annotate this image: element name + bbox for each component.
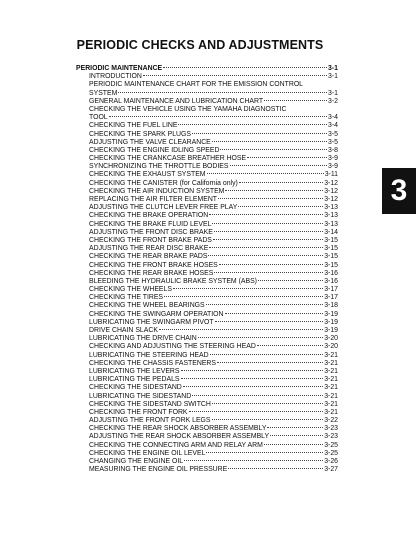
toc-entry[interactable] xyxy=(76,270,338,278)
leader-dots xyxy=(143,75,327,76)
toc-entry-page: 3-15 xyxy=(324,261,338,269)
toc-entry-page: 3-21 xyxy=(324,384,338,392)
toc-entry-text: CHECKING THE AIR INDUCTION SYSTEM xyxy=(89,187,225,195)
toc-entry[interactable] xyxy=(76,155,338,163)
toc-entry-page: 3-14 xyxy=(324,228,338,236)
toc-entry-text: CHECKING THE CANISTER (for California only) xyxy=(89,179,238,187)
toc-entry-text: DRIVE CHAIN SLACK xyxy=(89,327,158,334)
toc-entry[interactable] xyxy=(76,335,338,343)
toc-entry[interactable] xyxy=(76,114,338,122)
toc-entry-page: 3-1 xyxy=(328,89,338,97)
toc-entry-page: 3-17 xyxy=(324,294,338,302)
toc-entry-text: INTRODUCTION xyxy=(89,73,142,81)
toc-entry[interactable] xyxy=(76,466,338,474)
leader-dots xyxy=(228,468,323,469)
toc-entry-page: 3-25 xyxy=(324,441,338,449)
leader-dots xyxy=(225,190,323,191)
toc-entry[interactable] xyxy=(76,393,338,401)
toc-entry-page: 3-21 xyxy=(324,367,338,375)
leader-dots xyxy=(212,419,324,420)
toc-entry-text: LUBRICATING THE PEDALS xyxy=(89,376,180,384)
toc-entry-page: 3-4 xyxy=(328,114,338,122)
toc-entry-page: 3-21 xyxy=(324,400,338,408)
leader-dots xyxy=(267,427,323,428)
leader-dots xyxy=(264,100,327,101)
toc-entry-page: 3-13 xyxy=(324,220,338,228)
toc-entry-text: BLEEDING THE HYDRAULIC BRAKE SYSTEM (ABS) xyxy=(89,277,257,285)
toc-entry-page: 3-20 xyxy=(324,335,338,343)
toc-entry-page: 3-21 xyxy=(324,392,338,400)
leader-dots xyxy=(181,378,324,379)
toc-entry-text: CHANGING THE ENGINE OIL xyxy=(89,458,184,465)
toc-entry[interactable] xyxy=(76,180,338,188)
toc-entry-text: CHECKING THE REAR BRAKE PADS xyxy=(89,253,208,261)
toc-entry[interactable] xyxy=(76,81,338,89)
toc-entry[interactable] xyxy=(76,237,338,245)
toc-entry-text: CHECKING THE EXHAUST SYSTEM xyxy=(89,171,206,179)
toc-entry-page: 3-21 xyxy=(324,359,338,367)
leader-dots xyxy=(214,272,323,273)
toc-entry-page: 3-19 xyxy=(324,327,338,334)
toc-entry-text: SYSTEM xyxy=(89,89,118,97)
leader-dots xyxy=(207,173,324,174)
toc-entry-page: 3-12 xyxy=(324,187,338,195)
toc-entry-page: 3-11 xyxy=(324,171,338,179)
leader-dots xyxy=(238,206,323,207)
toc-entry-text: MEASURING THE ENGINE OIL PRESSURE xyxy=(89,466,228,474)
toc-entry-text: CHECKING THE BRAKE FLUID LEVEL xyxy=(89,220,212,228)
toc-entry-page: 3-23 xyxy=(324,425,338,433)
leader-dots xyxy=(183,386,323,387)
toc-entry-text: CHECKING THE FRONT BRAKE PADS xyxy=(89,236,212,244)
leader-dots xyxy=(230,165,328,166)
toc-entry[interactable] xyxy=(76,450,338,458)
toc-entry[interactable] xyxy=(76,245,338,253)
leader-dots xyxy=(192,133,327,134)
toc-entry[interactable] xyxy=(76,212,338,220)
leader-dots xyxy=(225,313,324,314)
leader-dots xyxy=(198,337,323,338)
toc-entry-text: REPLACING THE AIR FILTER ELEMENT xyxy=(89,196,218,203)
toc-entry-page: 3-27 xyxy=(324,466,338,474)
toc-entry[interactable] xyxy=(76,90,338,98)
toc-entry-page: 3-16 xyxy=(324,269,338,277)
toc-entry-text: GENERAL MAINTENANCE AND LUBRICATION CHART xyxy=(89,97,264,105)
toc-entry[interactable] xyxy=(76,401,338,409)
toc-heading-page: 3-1 xyxy=(328,65,338,72)
leader-dots xyxy=(206,304,324,305)
leader-dots xyxy=(159,329,323,330)
page-title: PERIODIC CHECKS AND ADJUSTMENTS xyxy=(76,38,324,52)
toc-entry-text: CHECKING THE WHEEL BEARINGS xyxy=(89,302,205,310)
toc-heading-row[interactable] xyxy=(76,65,338,73)
toc-entry-text: CHECKING THE CONNECTING ARM AND RELAY ARM xyxy=(89,441,263,449)
toc-entry[interactable] xyxy=(76,442,338,450)
toc-entry-text: CHECKING AND ADJUSTING THE STEERING HEAD xyxy=(89,343,256,351)
toc-entry-page: 3-25 xyxy=(324,449,338,457)
toc-entry-page: 3-15 xyxy=(324,253,338,261)
toc-entry-page: 3-26 xyxy=(324,458,338,465)
toc-entry-page: 3-21 xyxy=(324,351,338,359)
toc-entry-page: 3-21 xyxy=(324,376,338,384)
toc-entry-text: PERIODIC MAINTENANCE CHART FOR THE EMISSION CONTROL xyxy=(89,81,304,89)
toc-entry[interactable] xyxy=(76,425,338,433)
toc-entry[interactable] xyxy=(76,171,338,179)
toc-entry-text: CHECKING THE ENGINE IDLING SPEED xyxy=(89,146,220,154)
leader-dots xyxy=(220,149,327,150)
leader-dots xyxy=(109,116,327,117)
toc-entry-page: 3-9 xyxy=(328,163,338,171)
leader-dots xyxy=(217,362,323,363)
toc-entry[interactable] xyxy=(76,327,338,335)
toc-entry-text: ADJUSTING THE REAR DISC BRAKE xyxy=(89,245,209,253)
toc-entry-text: CHECKING THE BRAKE OPERATION xyxy=(89,212,209,220)
toc-entry-text: CHECKING THE WHEELS xyxy=(89,286,172,294)
toc-entry[interactable] xyxy=(76,302,338,310)
toc-entry-text: LUBRICATING THE LEVERS xyxy=(89,367,180,375)
leader-dots xyxy=(214,231,323,232)
toc-entry-page: 3-9 xyxy=(328,155,338,163)
toc-entry-text: CHECKING THE REAR SHOCK ABSORBER ASSEMBLY xyxy=(89,425,267,433)
toc-entry-page: 3-21 xyxy=(324,408,338,416)
leader-dots xyxy=(258,280,323,281)
leader-dots xyxy=(173,288,323,289)
leader-dots xyxy=(219,264,323,265)
toc-entry-text: TOOL xyxy=(89,114,108,122)
toc-entry[interactable] xyxy=(76,147,338,155)
leader-dots xyxy=(181,370,324,371)
toc-entry-text: CHECKING THE TIRES xyxy=(89,294,164,302)
leader-dots xyxy=(189,411,324,412)
toc-entry[interactable] xyxy=(76,384,338,392)
toc-entry[interactable] xyxy=(76,204,338,212)
toc-entry-page: 3-22 xyxy=(324,417,338,425)
toc-entry-page: 3-5 xyxy=(328,130,338,138)
toc-entry[interactable] xyxy=(76,131,338,139)
toc-entry-page: 3-18 xyxy=(324,302,338,310)
toc-entry-page: 3-16 xyxy=(324,277,338,285)
leader-dots xyxy=(239,182,323,183)
leader-dots xyxy=(192,395,323,396)
leader-dots xyxy=(206,452,323,453)
leader-dots xyxy=(210,354,324,355)
toc-entry[interactable] xyxy=(76,229,338,237)
toc-entry[interactable] xyxy=(76,311,338,319)
toc-entry[interactable] xyxy=(76,294,338,302)
toc-entry-page: 3-23 xyxy=(324,433,338,441)
toc-entry[interactable] xyxy=(76,319,338,327)
toc-entry[interactable] xyxy=(76,262,338,270)
toc-entry[interactable] xyxy=(76,409,338,417)
toc-entry-text: CHECKING THE SPARK PLUGS xyxy=(89,130,191,138)
toc-entry[interactable] xyxy=(76,106,338,114)
toc-entry-page: 3-12 xyxy=(324,196,338,203)
toc-entry[interactable] xyxy=(76,196,338,204)
leader-dots xyxy=(218,198,323,199)
leader-dots xyxy=(212,223,323,224)
toc-entry-page: 3-12 xyxy=(324,179,338,187)
toc-entry-text: LUBRICATING THE SIDESTAND xyxy=(89,392,192,400)
toc-entry-page: 3-2 xyxy=(328,97,338,105)
toc-entry[interactable] xyxy=(76,278,338,286)
toc-entry-page: 3-13 xyxy=(324,204,338,212)
toc-entry-text: CHECKING THE SIDESTAND SWITCH xyxy=(89,400,211,408)
leader-dots xyxy=(184,460,323,461)
toc-entry[interactable] xyxy=(76,188,338,196)
leader-dots xyxy=(212,403,323,404)
toc-entry-text: ADJUSTING THE CLUTCH LEVER FREE PLAY xyxy=(89,204,238,212)
toc-entry[interactable] xyxy=(76,286,338,294)
toc-entry-page: 3-15 xyxy=(324,245,338,253)
toc-entry[interactable] xyxy=(76,98,338,106)
toc-entry-page: 3-19 xyxy=(324,310,338,318)
leader-dots xyxy=(209,247,323,248)
toc-entry-text: ADJUSTING THE FRONT FORK LEGS xyxy=(89,417,211,425)
toc-entry[interactable] xyxy=(76,360,338,368)
leader-dots xyxy=(215,321,324,322)
toc-list xyxy=(76,73,338,474)
toc-entry[interactable] xyxy=(76,417,338,425)
leader-dots xyxy=(208,255,323,256)
toc-entry[interactable] xyxy=(76,368,338,376)
toc-entry[interactable] xyxy=(76,73,338,81)
toc-entry[interactable] xyxy=(76,253,338,261)
toc-entry-text: CHECKING THE SWINGARM OPERATION xyxy=(89,310,224,318)
toc-entry[interactable] xyxy=(76,352,338,360)
toc-entry-page: 3-4 xyxy=(328,122,338,130)
toc-entry-text: CHECKING THE REAR BRAKE HOSES xyxy=(89,269,214,277)
leader-dots xyxy=(257,345,323,346)
toc-entry-text: LUBRICATING THE DRIVE CHAIN xyxy=(89,335,197,343)
leader-dots xyxy=(209,214,323,215)
toc-entry-text: LUBRICATING THE STEERING HEAD xyxy=(89,351,209,359)
toc-entry[interactable] xyxy=(76,433,338,441)
leader-dots xyxy=(178,124,327,125)
toc-entry[interactable] xyxy=(76,343,338,351)
leader-dots xyxy=(247,157,327,158)
leader-dots xyxy=(163,67,327,68)
chapter-tab: 3 xyxy=(382,168,416,214)
toc-entry[interactable] xyxy=(76,221,338,229)
toc-entry-page: 3-19 xyxy=(324,318,338,326)
toc-entry-text: CHECKING THE VEHICLE USING THE YAMAHA DIAGNOSTIC xyxy=(89,105,287,113)
toc-entry-page: 3-17 xyxy=(324,286,338,294)
toc-entry-page: 3-8 xyxy=(328,146,338,154)
toc-entry-page: 3-13 xyxy=(324,212,338,220)
toc-entry[interactable] xyxy=(76,122,338,130)
leader-dots xyxy=(164,296,323,297)
leader-dots xyxy=(264,444,323,445)
toc-entry-text: ADJUSTING THE REAR SHOCK ABSORBER ASSEMBLY xyxy=(89,433,270,441)
toc-entry-page: 3-20 xyxy=(324,343,338,351)
toc-entry-text: CHECKING THE CHASSIS FASTENERS xyxy=(89,359,216,367)
toc-entry-text: CHECKING THE CRANKCASE BREATHER HOSE xyxy=(89,155,247,163)
toc-entry-text: CHECKING THE ENGINE OIL LEVEL xyxy=(89,449,206,457)
toc-entry-text: LUBRICATING THE SWINGARM PIVOT xyxy=(89,318,214,326)
toc-entry[interactable] xyxy=(76,139,338,147)
toc-heading-text: PERIODIC MAINTENANCE xyxy=(76,65,163,72)
toc-entry-text: ADJUSTING THE FRONT DISC BRAKE xyxy=(89,228,213,236)
leader-dots xyxy=(270,435,323,436)
toc-entry[interactable] xyxy=(76,163,338,171)
toc-entry-text: CHECKING THE FRONT FORK xyxy=(89,408,188,416)
toc-entry-text: CHECKING THE FUEL LINE xyxy=(89,122,178,130)
toc-entry-text: ADJUSTING THE VALVE CLEARANCE xyxy=(89,138,211,146)
toc-entry-page: 3-5 xyxy=(328,138,338,146)
leader-dots xyxy=(118,92,327,93)
toc-entry-text: SYNCHRONIZING THE THROTTLE BODIES xyxy=(89,163,229,171)
toc-entry[interactable] xyxy=(76,458,338,466)
toc-entry[interactable] xyxy=(76,376,338,384)
toc-entry-text: CHECKING THE FRONT BRAKE HOSES xyxy=(89,261,218,269)
toc-entry-page: 3-15 xyxy=(324,236,338,244)
toc-entry-page: 3-1 xyxy=(328,73,338,81)
table-of-contents xyxy=(76,65,338,474)
toc-entry-text: CHECKING THE SIDESTAND xyxy=(89,384,182,392)
leader-dots xyxy=(212,141,327,142)
leader-dots xyxy=(213,239,323,240)
